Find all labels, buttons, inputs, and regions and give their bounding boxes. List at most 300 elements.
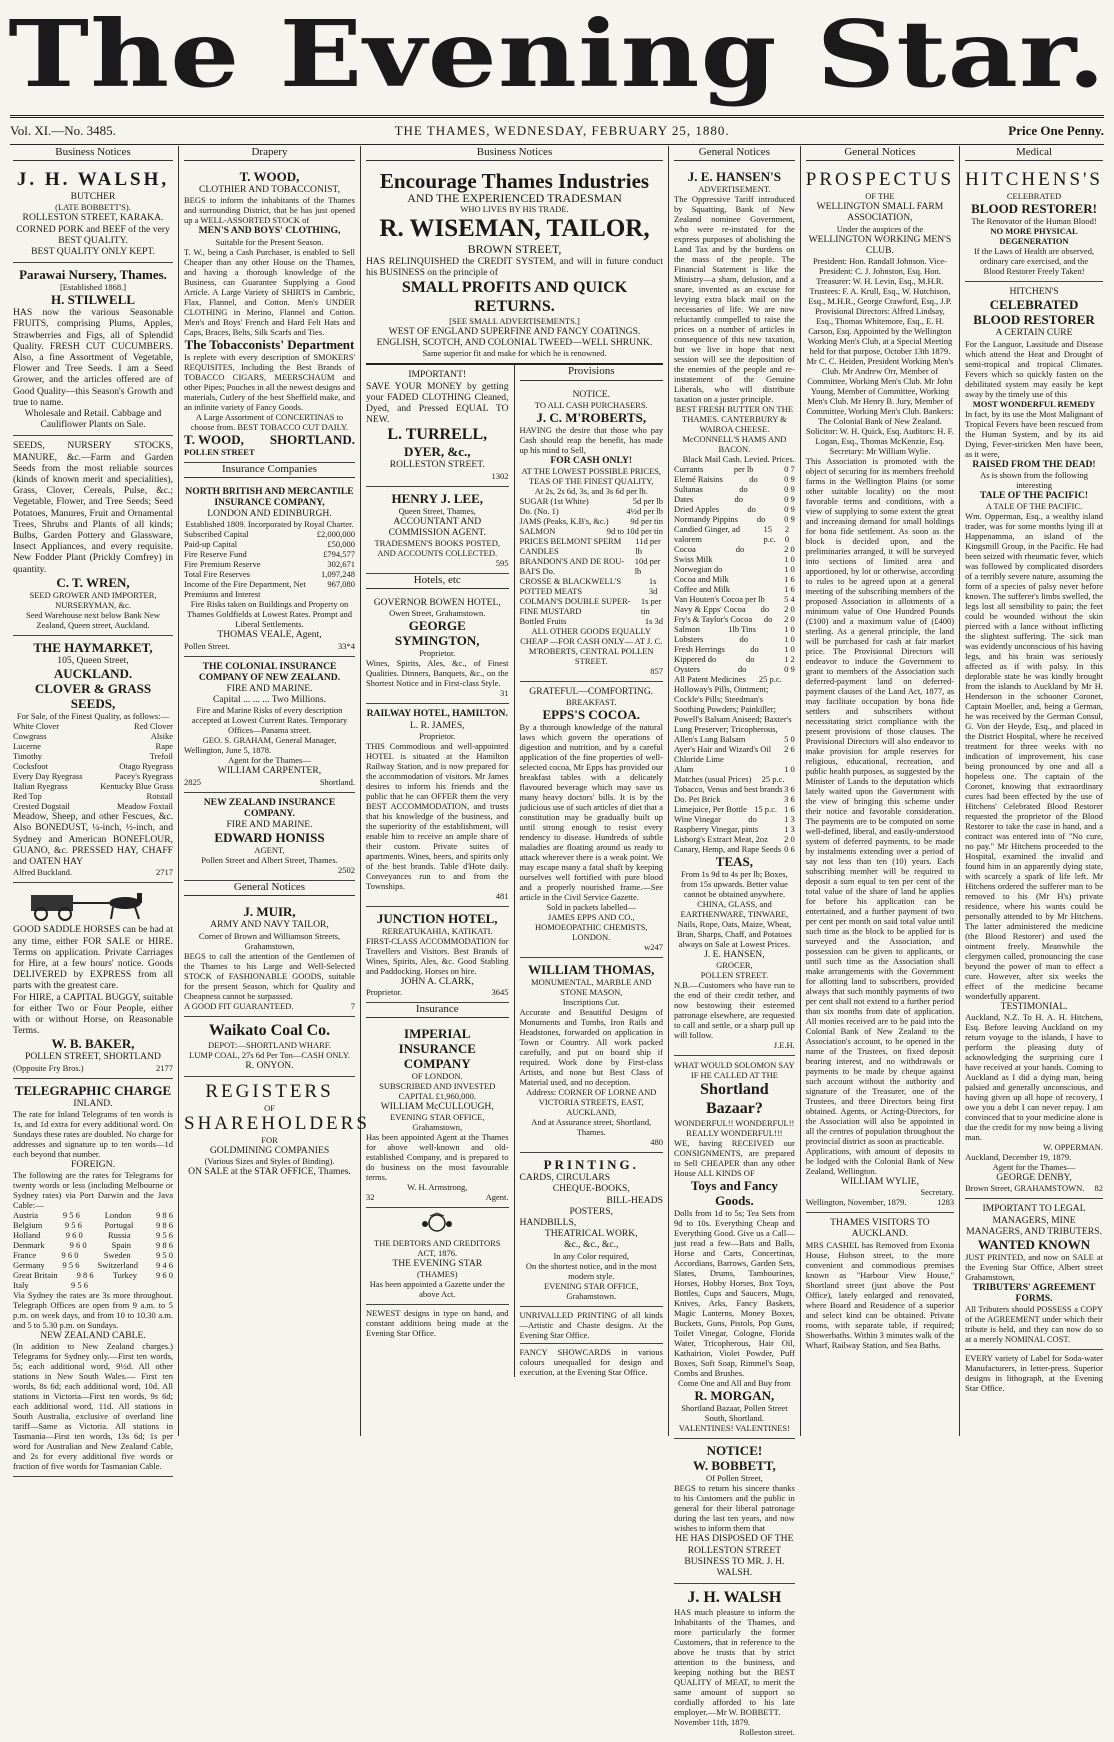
ad-text: W. OPPERMAN. <box>1043 1142 1103 1153</box>
ad-number: J.E.H. <box>773 1040 795 1051</box>
ad-text: A CERTAIN CURE <box>995 327 1073 339</box>
ad-text: Secretary. <box>920 1187 955 1198</box>
ad-title: EPPS'S COCOA. <box>542 707 640 723</box>
ad-text: AUCKLAND. <box>53 666 133 682</box>
ad-text: POLLEN STREET <box>184 446 255 457</box>
seed-row: Crested Dogstail Meadow Foxtail <box>13 801 173 812</box>
ad-text: TEAS, <box>715 854 753 870</box>
column-3-top <box>361 146 668 365</box>
rate-row: Great Britain 9 8 6 Turkey 9 6 0 <box>13 1269 173 1280</box>
ad-text: AND THE EXPERIENCED TRADESMAN <box>407 191 622 206</box>
ad-text: J. E. HANSEN, <box>704 949 765 961</box>
grocery-row: Swiss Milk 1 0 <box>674 554 795 565</box>
ad-text: MEN'S AND BOYS' CLOTHING, <box>198 225 341 237</box>
ad-text: CORNED PORK and BEEF of the very BEST QUALITY. <box>16 223 170 246</box>
ad-text: ALL OTHER GOODS EQUALLY CHEAP —FOR CASH ONLY— AT J. C. M'ROBERTS, CENTRAL POLLEN STREET. <box>520 626 663 667</box>
ad-title: J. MUIR, <box>243 904 296 920</box>
seed-row: White Clover Red Clover <box>13 721 173 732</box>
print-item: THEATRICAL WORK, <box>544 1228 638 1240</box>
ad-text: November 11th, 1879. <box>674 1717 751 1728</box>
grocery-row: Van Houten's Cocoa per lb 5 4 <box>674 594 795 605</box>
ad-text: REREATUKAHIA, KATIKATI. <box>381 925 493 936</box>
column-3 <box>361 146 669 1436</box>
ad-text: OF LONDON. <box>411 1071 463 1082</box>
ad-number: 1302 <box>491 470 509 481</box>
ad-mroberts <box>520 385 664 682</box>
ad-text: SEEDS, NURSERY STOCKS, MANURE, &c.—Farm and Garden Seeds from the most reliable sources (kinds of known merit and specialities), Grass, Clover, Cereals, Pulse, &c.; Vegetable, Flower, and Tree Seeds; Seed Potatoes, Manures, Fruit and Ornamental Trees, Shrubs and Plants of all kinds; Bulbs, Garden Pottery and Glassware, Insect Appliances, and every requisite. New Fodder Plant (Prickly Comfrey) in quantity. <box>13 440 173 575</box>
ad-registers <box>184 1077 370 1182</box>
ad-text: SHAREHOLDERS <box>184 1112 370 1134</box>
ad-text: Wines, Spirits, Ales, &c., of Finest Qualities. Dinners, Banquets, &c., on the Shortest Notice and in First-class Style. <box>366 658 509 689</box>
ad-prospectus <box>806 165 954 1213</box>
ad-text: Seed Warehouse next below Bank New Zealand, Queen street, Auckland. <box>26 609 160 630</box>
notice-fancy: FANCY SHOWCARDS in various colours unequalled for design and execution, at the Evening Star Office. <box>519 1346 663 1377</box>
ad-text: For Sale, of the Finest Quality, as follows:— <box>16 711 170 722</box>
dateline <box>10 115 1104 145</box>
ad-haymarket <box>13 636 173 883</box>
ad-text: Wellington, June 5, 1878. <box>184 745 272 756</box>
ad-text: In any Color required, <box>553 1250 630 1261</box>
horse-carriage-icon <box>13 887 173 921</box>
ad-text: NOTICE. <box>572 388 611 400</box>
royal-crest-icon <box>420 1212 454 1234</box>
price-row: PRICES BELMONT SPERM CANDLES 11d per lb <box>519 536 661 557</box>
ad-text: HAS RELINQUISHED the CREDIT SYSTEM, and will in future conduct his BUSINESS on the principle of <box>366 255 663 278</box>
section-heading: General Notices <box>674 146 795 161</box>
capital-row: Fire Reserve Fund £794,577 <box>184 549 355 560</box>
grocery-row: Sultanas do 0 9 <box>674 484 795 495</box>
capital-row: Subscribed Capital £2,000,000 <box>184 529 355 540</box>
ad-text: WHAT WOULD SOLOMON SAY <box>674 1060 795 1071</box>
ad-text: WE, having RECEIVED our CONSIGNMENTS, are prepared to Sell CHEAPER than any other House ALL KINDS OF <box>674 1138 795 1179</box>
ad-text: ACCOUNTANT AND COMMISSION AGENT. <box>388 515 486 538</box>
ad-text: BEGS to call the attention of the Gentlemen of the Thames to his Large and Well-Selected STOCK of FASHIONABLE GOODS, suitable for the present Season, which for Quality and Cheapness cannot be surpassed. <box>184 950 355 1001</box>
ad-text: Auckland, December 19, 1879. <box>965 1152 1072 1163</box>
ad-text: SMALL PROFITS AND QUICK RETURNS. <box>401 279 628 316</box>
ad-text: EVENING STAR OFFICE, <box>544 1280 639 1291</box>
section-heading: Insurance Companies <box>184 463 355 478</box>
ad-text: IMPORTANT! <box>408 369 467 381</box>
ad-railway-hotel <box>366 704 509 906</box>
price-row: SALMON 9d to 10d per tin <box>519 526 663 537</box>
ad-text: MONUMENTAL, MARBLE AND STONE MASON, <box>531 977 652 998</box>
ad-text: If the Laws of Health are observed, ordinary care exercised, and the <box>973 246 1095 267</box>
ad-text: [Established 1868.] <box>59 282 127 293</box>
ad-title: THE COLONIAL INSURANCE COMPANY OF NEW ZEALAND. <box>198 660 341 683</box>
ad-title: L. TURRELL, <box>387 426 488 444</box>
ad-text: Same superior fit and make for which he is renowned. <box>422 348 607 359</box>
ad-text: SUBSCRIBED AND INVESTED <box>379 1081 496 1092</box>
ad-text: Rolleston street. <box>739 1727 795 1738</box>
ad-text: CAPITAL £1,960,000. <box>398 1091 476 1102</box>
ad-text: INLAND. <box>73 1097 113 1109</box>
ad-text: TO ALL CASH PURCHASERS. <box>534 399 648 410</box>
ad-text: FOREIGN. <box>71 1158 115 1170</box>
grocery-row: Matches (usual Prices) 25 p.c. <box>674 774 785 785</box>
ad-title: GOVERNOR BOWEN HOTEL, <box>373 597 501 609</box>
ad-text: Applications, with amount of deposits to be lodged with the Colonial Bank of New Zealand, Wellington. <box>805 1146 955 1177</box>
grocery-row: Allen's Lung Balsam 5 0 <box>674 734 795 745</box>
column-2 <box>179 146 370 1436</box>
section-heading: General Notices <box>806 146 954 161</box>
ad-text: 105, Queen Street, <box>57 654 129 666</box>
ad-signature: Alfred Buckland. 2717 <box>13 867 173 878</box>
ad-text: JUST PRINTED, and now on SALE at the Evening Star Office, Albert street Grahamstown, <box>965 1252 1103 1283</box>
ad-text: Inscriptions Cut. <box>562 997 620 1008</box>
ad-title: J. H. WALSH, <box>16 169 170 191</box>
ad-text: (LATE BOBBETT'S). <box>55 202 131 213</box>
ad-text: JOHN A. CLARK, <box>400 975 474 987</box>
ad-number: w247 <box>644 942 663 953</box>
ad-epps <box>520 682 664 958</box>
ad-title: PRINTING. <box>543 1157 639 1173</box>
ad-text: (In addition to New Zealand charges.) Telegrams for Sydney only.—First ten words, 5s; each additional word, 9½d. All other stations in New South Wales.— First ten words, 8s 6d; each additional word, 10d. All stations in Victoria—First ten words, 9s 6d; each additional word, 11d. All stations in South Australia, exclusive of overland line tariff—Same as Victoria. All stations in Tasmania—First ten words, 13s 6d; 1s per word for Australian and New Zealand Cable, and 2s for every additional five words or fraction of five words for Tasmanian Cable. <box>13 1341 173 1472</box>
seed-list <box>13 721 173 811</box>
ad-text: Toys and Fancy Goods. <box>690 1178 778 1209</box>
ad-walsh <box>13 165 173 263</box>
ad-text: CLOTHIER AND TOBACCONIST, <box>199 184 340 196</box>
grocery-row: Dried Apples do 0 9 <box>674 504 795 515</box>
ad-text: ROLLESTON STREET. <box>389 459 485 471</box>
notice-newest-type: NEWEST designs in type on hand, and constant additions being made at the Evening Star Office. <box>366 1307 509 1338</box>
ad-legal-managers <box>965 1199 1103 1350</box>
ad-text: ACT, 1876. <box>417 1247 458 1258</box>
ad-text: FIRE AND MARINE. <box>226 819 313 831</box>
ad-text: Grahamstown. <box>566 1290 617 1301</box>
ad-text: GEO. S. GRAHAM, General Manager, <box>202 735 337 746</box>
ad-text: Wm. Opperman, Esq., a wealthy island trader, was for some months lying ill at Happenamma, an island of the Kingsmill Group, in the Pacific. He had been seized with rheumatic fever, which was followed by complicated disorders of a terribly severe nature, assuming the form of a species of palsy never before known. The sufferer's limbs swelled, the legs lost all sensibility to pain; the feet could be wounded without the skin pierced with a lance without inflicting the slightest suffering. The sick man was evidently unconscious of his having legs, and his brain was seriously affected as if with palsy. In this deplorable state he was kindly brought from the islands to Auckland by Mr H. Henderson in the schooner Coronet, Captain Moeller, and, being a German, he was received by the German Consul, G. Von der Heyde, Esq., and placed in the District Hospital, where he received treatment for three weeks with no indication of improvement, his case being pronounced by one and all a hopeless one. The captain of the Coronet, knowing that extraordinary cures had been effected by the use of Hitchens' Celebrated Blood Restorer requested the proprietor of the Blood Restorer to take the case in hand, and a contract was entered into of "No cure, no pay." Mr Hitchens proceeded to the Hospital, examined the invalid and found him in an apparently dying state, with scarcely a spark of life left. Mr Hitchens ordered the sufferer man to be removed to his (Mr H's) private residence, where his wants could be personally attended to by Mr Hitchens. The latter administered the medicine (the Blood Restorer) and used the ointment freely. Meanwhile the clergymen called, pronouncing the case beyond the power of man to effect a cure. However, after six weeks the effect of the medicine became wonderfully apparent. <box>965 511 1103 1002</box>
ad-nz-insurance <box>184 793 355 882</box>
grocery-price-list <box>674 464 795 854</box>
grocery-row: Norwegian do 1 0 <box>674 564 795 575</box>
ad-title: THE DEBTORS AND CREDITORS <box>374 1237 501 1248</box>
grocery-row: Salmon 1lb Tins 1 0 <box>674 624 795 635</box>
ad-debtors-act <box>366 1208 509 1304</box>
ad-text: POLLEN STREET, SHORTLAND <box>25 1051 161 1063</box>
grocery-row: Coffee and Milk 1 6 <box>674 584 795 595</box>
ad-text: R. ONYON. <box>245 1059 294 1071</box>
ad-text: Accurate and Beautiful Designs of Monuments and Tombs, Iron Rails and Headstones, forwarded on application in Town or Country. All work packed carefully, and put on board ship if required. Work done by First-class Artists, and none but Best Class of Material used, and no deception. <box>519 1007 663 1088</box>
ad-title: T. WOOD, <box>239 169 300 185</box>
ad-text: The following are the rates for Telegrams for twenty words or less (including Melbourne or Sydney rates) via Port Darwin and the Java Cable:— <box>13 1169 173 1210</box>
ad-text: Under the auspices of the <box>836 223 924 234</box>
ad-text: WILLIAM McCULLOUGH, <box>380 1101 494 1113</box>
ad-title: HITCHEN'S <box>1009 286 1059 298</box>
ad-title: HITCHENS'S <box>965 169 1103 191</box>
ad-text: Come One and All and Buy from <box>677 1378 791 1389</box>
ad-text: Owen Street, Grahamstown. <box>389 608 486 619</box>
section-heading: Business Notices <box>366 146 663 161</box>
ad-text: WELLINGTON WORKING MEN'S CLUB. <box>808 233 952 256</box>
ad-title: J. E. HANSEN'S <box>687 169 781 185</box>
ad-text: This Association is promoted with the object of securing for its members freehold farms in the Wellington Plains (or some other suitable locality) on the most favorable terms and conditions, with a view of supplying to some extent the great and increasing demand for small holdings for bona fide settlement. As soon as the block is decided upon, and the preliminaries arranged, it will be surveyed into sections of limited area and apportioned, by lot or otherwise, according to rules to be agreed upon at a general meeting of the subscribing members of the proposed Association in allotments of a minimum value of One Hundred Pounds (£100) and a maximum value of (£400) sterling. As a general principle, the land will be purchased for cash at fair market price. The Provisional Directors will endeavor to induce the Government to grant to members of the Association such deferred-payment land on deferred-payment clauses of the Land Act, 1877, as may facilitate occupation by bona fide settlers and subscribers without necessitating strict compliance with the present provisions of those clauses. The Provisional Directors will also endeavor to make provision for ample reserves for religious, educational, recreation, and public health purposes, as suggested by the Minister of Lands to the deputation which lately waited upon the Government with the view of bringing this scheme under their notice and favorable consideration. The payments are to be computed on some well-defined, liberal, and easily-understood system of deferred payments, to be made by instalments extending over a period of say not less than ten (10) years. Each subscribing member will be required to deposit a sum equal to ten per cent of the total value of the share of land he applies for before his application can be entertained, and a further payment of two per cent per month on said total value until such time as the block to be applied for is surveyed and the Association, and possession can be given to applicants, or until such time as the Association shall make arrangements with the Government for allotting land to subscribers, provided always that such monthly payments of two per cent shall not extend to a further period than six months from date of application. All monies received are to be paid into the Colonial Bank of New Zealand to the Association's account, to be opened in the name of the Trustees, on fixed deposit bearing interest, and no withdrawals or payments to be made by cheque against such account without the authority and signature of the Treasurer, one of the Trustees, and three Directors being first obtained. Agents, or Acting-Directors, for the Association will also be appointed in all the centres of population throughout the provincial district as soon as practicable. <box>805 456 955 1147</box>
ad-telegraph <box>13 1079 173 1478</box>
ad-text: Dolls from 1d to 5s; Tea Sets from 9d to 10s. Everything Cheap and Everything Good. Give us a Call—just read a few—Bats and Balls, Horse and Carts, Concertinas, Accordians, Barrows, Garden Sets, Slates, Drums, Tambourines, Horses, Hobby Horses, Box Toys, Bottles, Cups and Saucers, Mugs, Knives, Arks, Fancy Baskets, Magic Lanterns, Money Boxes, Buckets, Guns, Pistols, Pop Guns, Toilet Vinegar, Cologne, Florida Water, Tricopherous, Hair Oil, Kathairion, Violet Powder, Puff Boxes, Soft Soap, Rimmel's Soap, Combs and Brushes. <box>674 1208 795 1379</box>
ad-signature: 2825 Shortland. <box>184 776 355 787</box>
grocery-row: Chloride Lime <box>674 754 724 765</box>
seed-row: Red Top Rotstail <box>13 791 173 802</box>
print-item: CARDS, CIRCULARS <box>519 1172 611 1184</box>
ad-text: H. STILWELL <box>50 292 136 308</box>
ad-text: FOR <box>261 1134 278 1145</box>
grocery-row: Dates do 0 9 <box>674 494 795 505</box>
ad-title: REGISTERS <box>205 1080 334 1102</box>
column-3-split <box>361 365 668 1376</box>
ad-title: TELEGRAPHIC CHARGE <box>14 1082 172 1098</box>
ad-number: 595 <box>495 558 509 569</box>
ad-text: GEORGE SYMINGTON, <box>394 618 480 649</box>
ad-printing <box>520 1153 664 1306</box>
seed-row: Timothy Trefoil <box>13 751 173 762</box>
print-item: POSTERS, <box>569 1205 613 1217</box>
ad-text: (Various Sizes and Styles of Binding). <box>204 1156 335 1167</box>
ad-text: CHINA, GLASS, and EARTHENWARE, TINWARE, Nails, Rope, Oats, Maize, Wheat, Bran, Sharps, Chaff, and Potatoes always on Sale at Lowest Prices. <box>676 899 792 950</box>
ad-title: Waikato Coal Co. <box>208 1021 331 1039</box>
section-heading: General Notices <box>184 881 355 896</box>
ad-text: CLOVER & GRASS SEEDS, <box>34 681 152 712</box>
masthead <box>0 0 1114 112</box>
grocery-row: Tobacco, Venus and best brands 3 6 <box>674 784 795 795</box>
ad-text: BLOOD RESTORER! <box>971 201 1097 217</box>
print-item: &c., &c., &c., <box>564 1239 619 1251</box>
ad-title: THE HAYMARKET, <box>33 639 153 655</box>
ad-signature: 32 Agent. <box>366 1192 509 1203</box>
ad-title: W. B. BAKER, <box>51 1036 135 1052</box>
ad-text: ON SALE at the STAR OFFICE, Thames. <box>188 1166 351 1178</box>
ad-text: WILLIAM CARPENTER, <box>217 765 322 777</box>
ad-text: EDWARD HONISS <box>214 830 325 846</box>
ad-title: Shortland Bazaar? <box>700 1081 769 1118</box>
ad-text: DEPOT:—SHORTLAND WHARF. <box>208 1039 331 1050</box>
section-heading: Drapery <box>184 146 355 161</box>
rate-row: Germany 9 5 6 Switzerland 9 4 6 <box>13 1259 173 1270</box>
grocery-row: Cocoa do 2 0 <box>674 544 795 555</box>
ad-text: Auckland, N.Z. To H. A. H. Hitchens, Esq. Before leaving Auckland on my return voyage to the islands, I have to perform the pleasing duty of acknowledging the surprising cure I have received at your hands. Coming to Auckland as I did a dying man, being palsied and generally unconscious, and having given up all hope of recovery, I owe you a debt I can never repay. I am convinced that to your medicine alone is due the credit for my now being a living man. <box>965 1012 1103 1143</box>
ad-title: Encourage Thames Industries <box>379 169 650 194</box>
ad-text: Suitable for the Present Season. <box>215 236 324 247</box>
ad-number: 480 <box>650 1137 663 1148</box>
ad-wood <box>184 165 355 462</box>
ad-title: C. T. WREN, <box>56 574 130 590</box>
ad-text: N.B.—Customers who have run to the end of their credit tether, and now bestowing their esteemed patronage elsewhere, are requested to call and settle, or a sharp pull up will follow. <box>674 980 795 1041</box>
ad-text: T. W., being a Cash Purchaser, is enabled to Sell Cheaper than any other House on the Thames, and having a thorough knowledge of the Business, can Guarantee Supplying a Good Article. A Large Variety of SHIRTS in Cambric, Flax, Flannel, and Cotton. Men's UNDER CLOTHING in Merino, Flannel and Cotton. Men's and Boys' French and Hard Felt Hats and Caps, Braces, Belts, Silk Scarfs and Ties. <box>184 246 355 337</box>
ad-text: TESTIMONIAL. <box>1000 1001 1068 1013</box>
ad-text: Address: CORNER OF LORNE AND VICTORIA STREETS, EAST, AUCKLAND, <box>526 1087 657 1118</box>
ad-text: Corner of Brown and Williamson Streets, Grahamstown, <box>198 930 341 951</box>
ad-text: CELEBRATED <box>1006 191 1062 202</box>
ad-bobbett <box>674 1439 795 1584</box>
ad-colonial-insurance <box>184 657 355 793</box>
ad-shortland-bazaar <box>674 1056 795 1439</box>
ad-text: W. BOBBETT, <box>693 1458 776 1474</box>
ad-text: VALENTINES! VALENTINES! <box>678 1423 790 1434</box>
grocery-row: Cocoa and Milk 1 6 <box>674 574 795 585</box>
grocery-row: Lobsters do 1 0 <box>674 634 795 645</box>
ad-text: A Large Assortment of CONCERTINAS to choose from. BEST TOBACCO CUT DAILY. <box>190 411 349 432</box>
section-heading: Hotels, etc <box>366 574 509 589</box>
price-row: COLMAN'S DOUBLE SUPER-FINE MUSTARD 1s per tin <box>519 596 662 617</box>
ad-text: Of Pollen Street, <box>705 1473 763 1484</box>
ad-text: RAISED FROM THE DEAD! <box>972 458 1096 470</box>
seed-row: Italian Ryegrass Kentucky Blue Grass <box>13 781 173 792</box>
ad-text: HAS now the various Seasonable FRUITS, comprising Plums, Apples, Strawberries and Figs, all of Splendid Quality. FRESH CUT CUCUMBERS. Also, a fine Assortment of Vegetable, Flower and Tree Seeds. I am a Seed Grower, and the articles offered are of Good Quality—this Season's Growth and true to name. <box>13 307 173 408</box>
ad-text: At 2s, 2s 6d, 3s, and 3s 6d per lb. <box>534 486 648 497</box>
grocery-row: All Patent Medicines 25 p.c. <box>674 674 782 685</box>
grocery-row: Fresh Herrings do 1 0 <box>674 644 795 655</box>
ad-text: As is shown from the following interesting <box>980 469 1088 490</box>
ad-number: 481 <box>495 890 509 901</box>
ad-text: Grahamstown, <box>412 1122 463 1133</box>
ad-text: GROCER, <box>716 960 753 971</box>
ad-title: PROSPECTUS <box>805 169 955 191</box>
ad-text: GRATEFUL—COMFORTING. <box>529 686 654 698</box>
ad-text: Black Mail Cash. Levied. Prices. <box>682 454 795 465</box>
rate-row: Italy 9 5 6 <box>13 1279 89 1290</box>
ad-text: JAMES EPPS AND CO., HOMOEOPATHIC CHEMISTS, LONDON. <box>534 912 648 943</box>
print-item: CHEQUE-BOOKS, <box>552 1183 630 1195</box>
ad-waikato-coal <box>184 1017 355 1077</box>
price-row: Bottled Fruits 1s 3d <box>519 616 663 627</box>
ad-text: R. MORGAN, <box>694 1388 775 1404</box>
ad-text: CELEBRATED BLOOD RESTORER <box>973 297 1095 328</box>
ad-text: For the Languor, Lassitude and Disease which attend the Heat and Drought of semi-tropical and tropical Climates. Fevers which so quickly fasten on the debilitated system may easily be kept away by the timely use of this <box>965 338 1103 399</box>
price-row: BRANDON'S AND DE ROU-BAI'S Do. 10d per lb <box>519 556 661 577</box>
ad-lee <box>366 487 509 574</box>
ad-text: FOR CASH ONLY! <box>550 454 633 466</box>
ad-text: Is replete with every description of SMOKERS' REQUISITES, Including the Best Brands of TOBACCO CIGARS, MEERSCHAUM and other Pipes; Pouches in all the newest designs and materials, Cutlery of the best Sheffield make, and an infinite variety of Fancy Goods. <box>184 351 355 412</box>
ad-text: OF <box>264 1102 275 1113</box>
ad-signature: Proprietor. 3645 <box>366 987 509 998</box>
capital-row: Total Fire Reserves 1,097,248 <box>184 569 355 580</box>
ad-text: Established 1809. Incorporated by Royal Charter. <box>185 519 354 530</box>
section-heading: Provisions <box>520 365 664 380</box>
capital-row: Paid-up Capital £50,000 <box>184 539 355 550</box>
ad-text: WILLIAM WYLIE, <box>840 1176 919 1188</box>
ad-text: AT THE LOWEST POSSIBLE PRICES, TEAS OF THE FINEST QUALITY, <box>521 466 662 487</box>
ad-text: Capital ... ... ... Two Millions. <box>213 694 326 706</box>
notice-unrivalled: UNRIVALLED PRINTING of all kinds —Artistic and Chaste designs. At the Evening Star Office. <box>520 1307 664 1344</box>
ad-text: L. R. JAMES, <box>409 719 465 731</box>
ad-text: GOOD SADDLE HORSES can be had at any time, either FOR SALE or HIRE. Terms on application. Private Carriages for Hire, at a few hours' notice. Goods DELIVERED by EXPRESS from all parts with the greatest care. <box>13 924 173 992</box>
print-item: HANDBILLS, <box>519 1217 577 1229</box>
ad-title: R. WISEMAN, TAILOR, <box>379 215 650 243</box>
ad-text: For HIRE, a CAPITAL BUGGY, suitable for either Two or Four People, either with or without Horse, on Reasonable Terms. <box>13 991 173 1037</box>
ad-title: Parawai Nursery, Thames. <box>19 267 167 283</box>
ad-text: Agent for the Thames— <box>992 1162 1076 1173</box>
ad-text: The rate for Inland Telegrams of ten words is 1s, and 1d extra for every additional word. On Sundays these rates are doubled. No charge for addresses and signature up to ten words—1d each beyond that number. <box>13 1108 173 1159</box>
ad-title: WILLIAM THOMAS, <box>528 962 655 978</box>
seed-row: Cowgrass Alsike <box>13 731 173 742</box>
ad-title: JUNCTION HOTEL, <box>376 910 498 926</box>
ad-governor-bowen <box>366 593 509 704</box>
ad-text: Has been appointed Agent at the Thames for above well-known and old-established Company, and is prepared to do business on the most favourable terms. <box>366 1132 509 1183</box>
ad-text: Meadow, Sheep, and other Fescues, &c. Also BONEDUST, ¼-inch, ½-inch, and Sydney and American BONEFLOUR, GUANO, &c. PRESSED HAY, CHAFF and OATEN HAY <box>13 811 173 867</box>
rate-row: Denmark 9 6 0 Spain 9 8 6 <box>13 1239 173 1250</box>
ad-text: POLLEN STREET. <box>700 970 769 981</box>
ad-text: FIRE AND MARINE. <box>226 683 313 695</box>
ad-signature: Brown Street, GRAHAMSTOWN. 82 <box>965 1183 1103 1194</box>
seed-row: Cocksfoot Otago Ryegrass <box>13 761 173 772</box>
ad-title: NEW ZEALAND INSURANCE COMPANY. <box>203 796 336 819</box>
price-row: SUGAR (1st White) 5d per lb <box>519 496 663 507</box>
ad-blood-restorer <box>965 282 1103 1199</box>
ad-text: BEGS to return his sincere thanks to his Customers and the public in general for their liberal patronage during the last ten years, and now wishes to inform them that <box>674 1483 795 1534</box>
ad-title: IMPERIAL <box>404 1026 471 1042</box>
column-3b <box>515 365 669 1376</box>
ad-text: Pollen Street and Albert Street, Thames. <box>201 855 338 866</box>
ad-signature: A GOOD FIT GUARANTEED. 7 <box>184 1000 355 1011</box>
ad-text: W. H. Armstrong, <box>407 1182 468 1193</box>
ad-cashel <box>806 1213 954 1354</box>
ad-text: TRADESMEN'S BOOKS POSTED, AND ACCOUNTS COLLECTED. <box>374 538 500 559</box>
ad-title: NORTH BRITISH AND MERCANTILE INSURANCE COMPANY, <box>185 485 354 509</box>
price-row: Do. (No. 1) 4½d per lb <box>519 506 663 517</box>
ad-text: OF THE <box>865 191 895 202</box>
section-heading: Insurance <box>366 1003 509 1018</box>
ad-text: In fact, by its use the Most Malignant of Tropical Fevers have been rescued from the Human System, and by its aid Dying, Fever-stricken Men have been, as it were, <box>965 408 1103 459</box>
ad-text: Shortland Bazaar, Pollen Street South, Shortland. <box>681 1403 788 1424</box>
ad-subtitle: The Tobacconists' Department <box>184 336 355 352</box>
grocery-row: Kippered do do 1 2 <box>674 654 795 665</box>
ad-signature: (Opposite Fry Bros.) 2177 <box>13 1062 173 1073</box>
ad-baker <box>13 883 173 1078</box>
ad-text: ROLLESTON STREET, KARAKA. <box>22 212 164 224</box>
ad-text: Agent for the Thames— <box>228 755 311 766</box>
ad-wiseman <box>366 165 663 365</box>
grocery-row: Do. Pet Brick 3 6 <box>674 794 795 805</box>
ad-text: HAVING the desire that those who pay Cash should reap the benefit, has made up his mind to Sell, <box>519 424 663 455</box>
ad-signature: Pollen Street. 33*4 <box>184 640 355 651</box>
ad-text: On the shortest notice, and in the most modern style. <box>525 1260 657 1281</box>
ad-text: (THAMES) <box>416 1268 458 1279</box>
ad-text: President: Hon. Randall Johnson. Vice-President: C. J. Johnston, Esq. Hon. Treasurer: W. H. Levin, Esq., M.H.R. Trustees: F. A. Krull, Esq., W. Hutchison, Esq., M.H.R., George Crawford, Esq., J.P. Provisional Directors: Alfred Lindsay, Esq., Thomas Whitemore, Esq., E. H. Carson, Esq. Appointed by the Wellington Working Men's Club, at a Special Meeting held for that purpose, October 13th 1879. Mr C. C. Heiden, President Working Men's Club. Mr Andrew Orr, Member of Committee, Working Men's Club. Mr John Young, Member of Committee, Working Men's Club. Mr Henry B. Jury, Member of Committee, Working Men's Club. Bankers: The Colonial Bank of New Zealand. Solicitor: W. H. Quick, Esq. Auditors: H. F. Logan, Esq., Thomas McKenzie, Esq. Secretary: Mr William Wylie. <box>806 256 954 457</box>
ad-text: LONDON AND EDINBURGH. <box>207 508 332 520</box>
section-heading: Medical <box>965 146 1103 161</box>
ad-text: Sold in packets labelled— <box>546 902 636 913</box>
ad-title: RAILWAY HOTEL, HAMILTON. <box>366 708 508 720</box>
price-row: JAMS (Peaks, K.B's, &c.) 9d per tin <box>519 516 663 527</box>
ad-hitchens <box>965 165 1103 282</box>
ad-text: ADVERTISEMENT. <box>698 184 771 195</box>
ad-text: DYER, &c., <box>404 444 471 460</box>
ad-text: INSURANCE COMPANY <box>398 1041 476 1072</box>
ad-text: AGENT, <box>254 845 285 856</box>
grocery-row: Holloway's Pills, Ointment; Cockle's Pills; Steedman's Soothing Powders; Painkiller; Powell's Balsam Aniseed; Baxter's Lung Preserver; Tricopherous, <box>674 684 792 735</box>
ad-text: FIRST-CLASS ACCOMMODATION for Travellers and Visitors. Best Brands of Wines, Spirits, Ales, &c. Good Stabling and Paddocking. Horses on hire. <box>366 935 509 976</box>
ad-text: GOLDMINING COMPANIES <box>209 1144 330 1156</box>
grocery-row: Ayer's Hair and Wizard's Oil 2 6 <box>674 744 795 755</box>
ad-title: HENRY J. LEE, <box>391 490 484 506</box>
section-heading: Business Notices <box>13 146 173 161</box>
price-list <box>520 496 664 626</box>
ad-text: A TALE OF THE PACIFIC. <box>985 501 1083 512</box>
ad-signature: Wellington, November, 1879. 1283 <box>805 1197 955 1208</box>
ad-text: Has been appointed a Gazette under the above Act. <box>369 1278 505 1299</box>
ad-number: 2502 <box>338 865 355 876</box>
masthead-title: The Evening Star. <box>7 0 1107 108</box>
ad-text: NEW ZEALAND CABLE. <box>40 1329 146 1341</box>
ad-title: J. C. M'ROBERTS, <box>536 409 647 425</box>
ad-text: LUMP COAL, 27s 6d Per Ton—CASH ONLY. <box>189 1049 350 1060</box>
ad-text: HAS much pleasure to inform the Inhabitants of the Thames, and more particularly the former Customers, that in reference to the above he trusts that by strict attention to the business, and keeping nothing but the BEST QUALITY of MEAT, to merit the same amount of support so cordially afforded to his late employer.—Mr W. BOBBETT. <box>674 1607 795 1718</box>
ad-text: TALE OF THE PACIFIC! <box>979 489 1089 501</box>
ad-text: Wholesale and Retail. Cabbage and Cauliflower Plants on Sale. <box>24 408 162 431</box>
ad-title: J. H. WALSH <box>687 1589 782 1607</box>
ad-hansen <box>674 165 795 1056</box>
ad-text: Blood Restorer Freely Taken! <box>983 266 1085 277</box>
grocery-row: Canary, Hemp, and Rape Seeds 0 6 <box>674 844 795 855</box>
capital-row: Income of the Fire Department, Net Premiums and Interest 967,080 <box>184 579 355 600</box>
